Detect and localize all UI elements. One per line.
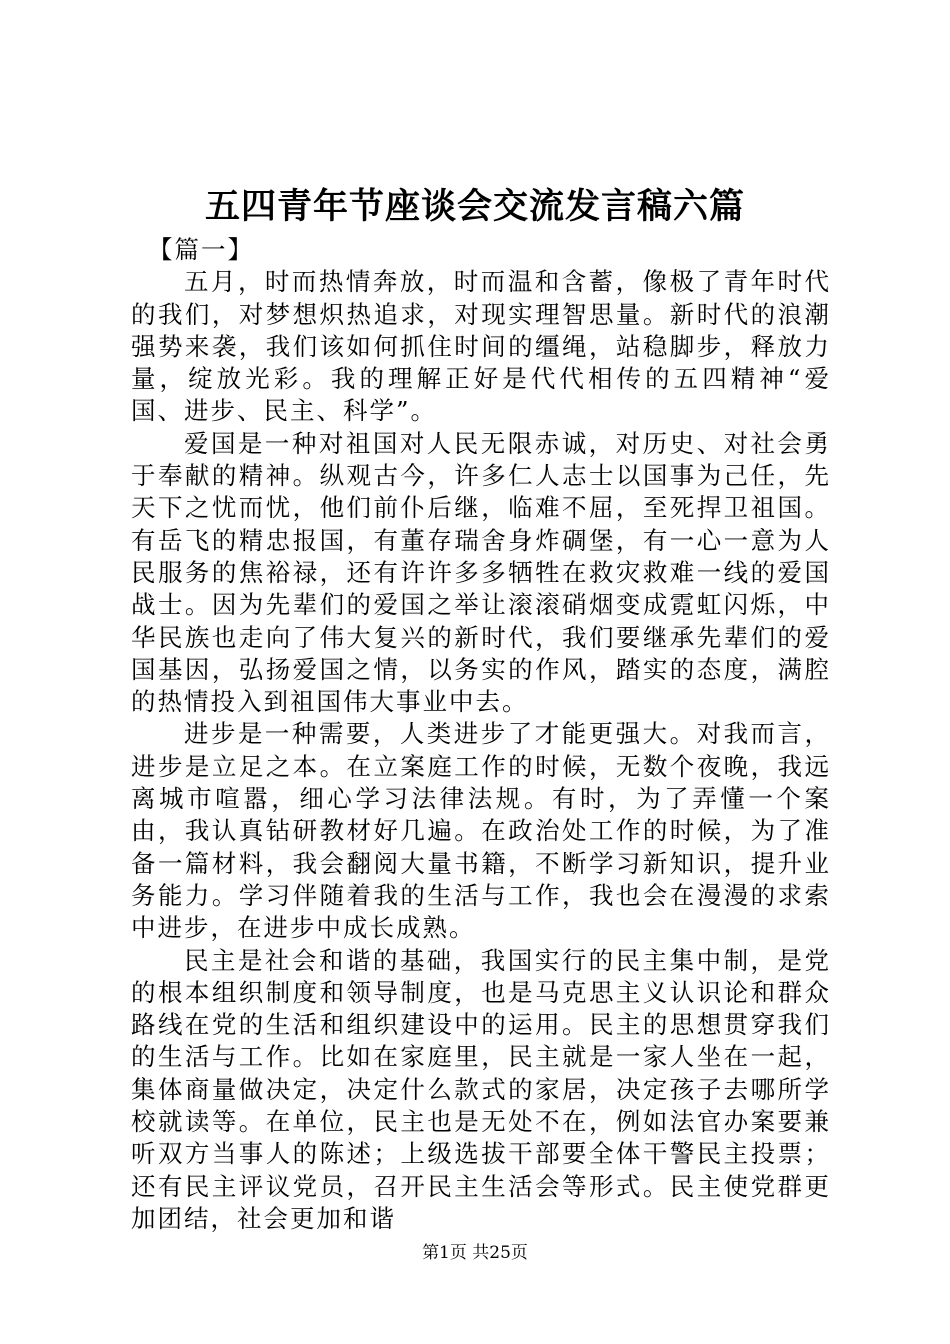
paragraph-patriotism: 爱国是一种对祖国对人民无限赤诚，对历史、对社会勇于奉献的精神。纵观古今，许多仁人志士以国事为己任，先天下之忧而忧，他们前仆后继，临难不屈，至死捍卫祖国。有岳飞的精忠报国，有董存瑞舍身炸碉堡，有一心一意为人民服务的焦裕禄，还有许许多多牺牲在救灾救难一线的爱国战士。因为先辈们的爱国之举让滚滚硝烟变成霓虹闪烁，中华民族也走向了伟大复兴的新时代，我们要继承先辈们的爱国基因，弘扬爱国之情，以务实的作风，踏实的态度，满腔的热情投入到祖国伟大事业中去。 (131, 428, 831, 717)
page-number-footer: 第1页 共25页 (422, 1243, 528, 1263)
paragraph-intro: 五月，时而热情奔放，时而温和含蓄，像极了青年时代的我们，对梦想炽热追求，对现实理智思量。新时代的浪潮强势来袭，我们该如何抓住时间的缰绳，站稳脚步，释放力量，绽放光彩。我的理解正好是代代相传的五四精神“爱国、进步、民主、科学”。 (131, 267, 831, 426)
paragraph-democracy: 民主是社会和谐的基础，我国实行的民主集中制，是党的根本组织制度和领导制度，也是马克思主义认识论和群众路线在党的生活和组织建设中的运用。民主的思想贯穿我们的生活与工作。比如在家庭里，民主就是一家人坐在一起，集体商量做决定，决定什么款式的家居，决定孩子去哪所学校就读等。在单位，民主也是无处不在，例如法官办案要兼听双方当事人的陈述；上级选拔干部要全体干警民主投票；还有民主评议党员，召开民主生活会等形式。民主使党群更加团结，社会更加和谐 (131, 945, 831, 1233)
document-title: 五四青年节座谈会交流发言稿六篇 (204, 186, 745, 227)
document-body (131, 234, 831, 1235)
section-heading: 【篇一】 (148, 235, 254, 264)
paragraph-progress: 进步是一种需要，人类进步了才能更强大。对我而言，进步是立足之本。在立案庭工作的时候，无数个夜晚，我远离城市喧嚣，细心学习法律法规。有时，为了弄懂一个案由，我认真钻研教材好几遍。在政治处工作的时候，为了准备一篇材料，我会翻阅大量书籍，不断学习新知识，提升业务能力。学习伴随着我的生活与工作，我也会在漫漫的求索中进步，在进步中成长成熟。 (131, 719, 831, 943)
